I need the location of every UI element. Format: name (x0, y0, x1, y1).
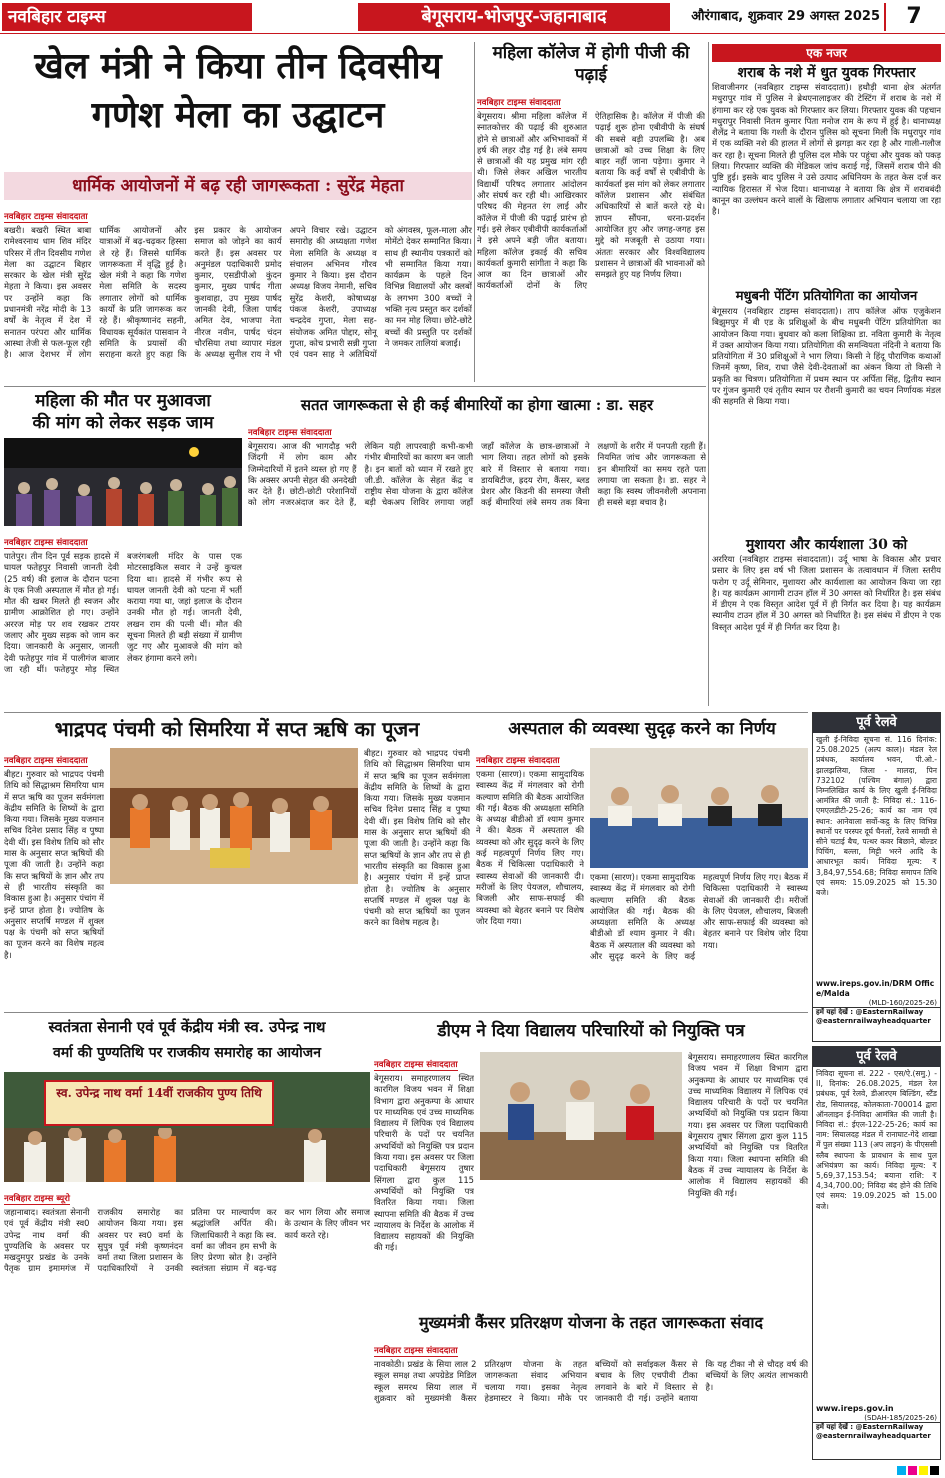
print-mark-yellow (919, 1466, 928, 1475)
puja-photo (110, 748, 358, 884)
memorial-crowd (4, 1128, 370, 1182)
college-title: महिला कॉलेज में होगी पीजी की पढ़ाई (492, 43, 690, 85)
health-title: सतत जागरूकता से ही कई बीमारियों का होगा खात्मा : डा. सहर (300, 396, 654, 414)
lead-article (4, 204, 472, 384)
rail2-web[interactable]: www.ireps.gov.in (816, 1404, 894, 1413)
memorial-banner: स्व. उपेन्द्र नाथ वर्मा 14वीं राजकीय पुण्य तिथि (44, 1080, 274, 1126)
sapt-title: भाद्रपद पंचमी को सिमरिया में सप्त ऋषि का पूजन (54, 717, 420, 741)
sidebar-story-mushaira (712, 536, 941, 708)
cancer-body: नावकोठी। प्रखंड के सिया लाल 2 स्कूल समक्ष तथा अपग्रेडेड मिडिल स्कूल समरथ सिया लाल में शुक्रवार को मुख्यमंत्री कैंसर प्रतिरक्षण योजना के तहत जागरूकता संवाद अभियान चलाया गया। इसका नेतृत्व हेडमास्टर ने किया। मौके पर बच्चियों को सर्वाइकल कैंसर से बचाव के लिए एचपीवी टीका लगवाने के बारे में विस्तार से जानकारी दी गई। उन्होंने बताया कि यह टीका नौ से चौदह वर्ष की बच्चियों के लिए अत्यंत लाभकारी है। (374, 1359, 808, 1403)
hospital-story (476, 714, 808, 1010)
hospital-body-more: एकमा (सारण)। एकमा सामुदायिक स्वास्थ्य केंद्र में मंगलवार को रोगी कल्याण समिति की बैठक आयोजित की गई। बैठक की अध्यक्षता समिति के अध्यक्ष बीडीओ डॉ श्याम कुमार ने की। बैठक में अस्पताल की व्यवस्था को और सुदृढ़ करने के लिए कई महत्वपूर्ण निर्णय लिए गए। बैठक में चिकित्सा पदाधिकारी ने स्वास्थ्य सेवाओं की जानकारी दी। मरीजों के लिए पेयजल, शौचालय, बिजली और साफ-सफाई की व्यवस्था को बेहतर बनाने पर विशेष जोर दिया गया। (590, 872, 808, 962)
sapt-body: बीहट। गुरुवार को भाद्रपद पंचमी तिथि को सिद्धाश्रम सिमरिया धाम में सप्त ऋषि का पूजन सर्वमंगला केंद्रीय समिति के शिष्यों के द्वारा किया गया। जिसके मुख्य यजमान सचिव दिनेश प्रसाद सिंह व पुष्पा देवी थीं। इस विशेष तिथि को सौर मास के अनुसार सप्त ऋषियों की पूजा की जाती है। उन्होंने कहा कि सप्त ऋषियों के ज्ञान और तप से ही भारतीय संस्कृति का विकास हुआ है। अनुसार पंचांग में इन्हें प्राप्त होता है। ज्योतिष के अनुसार सप्तर्षि मण्डल में शुक्ल पक्ष के पंचमी को सप्त ऋषियों का पूजन करने का विशेष महत्व है। (4, 769, 104, 960)
painting-title: मधुबनी पेंटिंग प्रतियोगिता का आयोजन (735, 289, 918, 304)
hospital-title: अस्पताल की व्यवस्था सुदृढ़ करने का निर्णय (508, 719, 776, 739)
rail-tender-1 (812, 712, 941, 1042)
cancer-title: मुख्यमंत्री कैंसर प्रतिरक्षण योजना के तहत जागरूकता संवाद (418, 1313, 764, 1332)
college-byline: नवबिहार टाइम्स संवाददाता (477, 98, 561, 108)
arrest-title: शराब के नशे में धुत युवक गिरफ्तार (737, 65, 916, 81)
sapt-body-more: बीहट। गुरुवार को भाद्रपद पंचमी तिथि को सिद्धाश्रम सिमरिया धाम में सप्त ऋषि का पूजन सर्वमंगला केंद्रीय समिति के शिष्यों के द्वारा किया गया। जिसके मुख्य यजमान सचिव दिनेश प्रसाद सिंह व पुष्पा देवी थीं। इस विशेष तिथि को सौर मास के अनुसार सप्त ऋषियों की पूजा की जाती है। उन्होंने कहा कि सप्त ऋषियों के ज्ञान और तप से ही भारतीय संस्कृति का विकास हुआ है। अनुसार पंचांग में इन्हें प्राप्त होता है। ज्योतिष के अनुसार सप्तर्षि मण्डल में शुक्ल पक्ष के पंचमी को सप्त ऋषियों का पूजन करने का विशेष महत्व है। (364, 748, 470, 928)
rail1-social[interactable]: हमें यहां देखें : @EasternRailway @easternrailwayheadquarter (813, 1007, 940, 1026)
newspaper-brand: नवबिहार टाइम्स (2, 3, 252, 31)
masthead (0, 0, 945, 34)
painting-body: बेगूसराय (नवबिहार टाइम्स संवाददाता)। ताप कॉलेज ऑफ एजुकेशन बिझुमपुर में बी एड के प्रशिक्षुओं के बीच मधुबनी पेंटिंग प्रतियोगिता का आयोजन किया गया। बुधवार को कला शिक्षिका डा. नविता कुमारी के नेतृत्व में उक्त आयोजन किया गया। प्रतियोगिता की समन्वियता नंदिनी ने बताया कि प्रतियोगिता में 30 प्रशिक्षुओं ने भाग लिया। किसी ने हिंदू पौराणिक कथाओं जिनमें कृष्ण, शिव, राधा जैसे देवी-देवताओं का अंकन किया तो किसी ने प्रकृति का चित्रण। प्रतियोगिता में प्रथम स्थान पर अर्पिता सिंह, द्वितीय स्थान पर गुंजन कुमारी एवं तृतीय स्थान पर रौशनी कुमारी का चयन निर्णायक मंडल की सहमति से किया गया। (712, 306, 941, 407)
hospital-byline: नवबिहार टाइम्स संवाददाता (476, 756, 560, 766)
rail2-social[interactable]: हमें यहां देखें : @EasternRailway @easternrailwayheadquarter (813, 1422, 940, 1441)
print-mark-cyan (897, 1466, 906, 1475)
print-mark-magenta (908, 1466, 917, 1475)
dm-byline: नवबिहार टाइम्स संवाददाता (374, 1060, 458, 1070)
mushaira-body: अररिया (नवबिहार टाइम्स संवाददाता)। उर्दू भाषा के विकास और प्रचार प्रसार के लिए इस वर्ष भी जिला प्रशासन के तत्वावधान में जिला स्तरीय फरोग ए उर्दू सेमिनार, मुशायरा और कार्यशाला का आयोजन किया जा रहा है। यह कार्यक्रम आगामी टाउन हॉल में 30 अगस्त को निर्धारित है। इस संबंध में डीएम ने एक विस्तृत आदेश पूर्व में ही निर्गत कर दिया है। यह कार्यक्रम स्थानीय टाउन हॉल में 30 अगस्त को निर्धारित है। इस संबंध में डीएम ने एक विस्तृत आदेश पूर्व में ही निर्गत कर दिया है। (712, 554, 941, 632)
dm-title: डीएम ने दिया विद्यालय परिचारियों को नियुक्ति पत्र (437, 1021, 745, 1041)
sidebar-story-arrest (712, 64, 941, 282)
dm-photo (480, 1052, 682, 1180)
sapt-story (4, 714, 470, 1010)
woman-body: पातेपुर। तीन दिन पूर्व सड़क हादसे में घायल फतेहपुर निवासी जानती देवी (25 वर्ष) की इलाज के दौरान पटना के एक निजी अस्पताल में मौत हो गई। मौत की खबर मिलते ही स्वजन और ग्रामीण आक्रोशित हो गए। उन्होंने अररज मोड़ पर शव रखकर टायर जलाए और मुख्य सड़क को जाम कर दिया। जानकारी के अनुसार, जानती देवी फतेहपुर गांव में पालीगंज बाजार जा रही थीं। फतेहपुर मोड़ स्थित बजरंगबली मंदिर के पास एक मोटरसाइकिल सवार ने उन्हें कुचल दिया था। हादसे में गंभीर रूप से घायल जानती देवी को पटना में भर्ती कराया गया था, जहां इलाज के दौरान उनकी मौत हो गई। जानती देवी, लखन राम की पत्नी थीं। मौत की सूचना मिलते ही बड़ी संख्या में ग्रामीण जुट गए और मुआवजे की मांग को लेकर हंगामा करने लगे। (4, 551, 242, 674)
sidebar-head: एक नजर (712, 44, 941, 62)
cancer-byline: नवबिहार टाइम्स संवाददाता (374, 1346, 458, 1356)
lead-body: बखरी। बखरी स्थित बाबा रामेश्वरनाथ धाम शिव मंदिर परिसर में तीन दिवसीय गणेश मेला का उद्घाटन बिहार सरकार के खेल मंत्री सुरेंद्र मेहता ने किया। इस अवसर पर उन्होंने कहा कि प्रधानमंत्री नरेंद्र मोदी के 13 वर्षों के नेतृत्व में देश में सनातन परंपरा और धार्मिक आस्था तेजी से फल-फूल रही है। आज देशभर में लोग धार्मिक आयोजनों और यात्राओं में बढ़-चढ़कर हिस्सा ले रहे हैं। जिससे धार्मिक जागरूकता में वृद्धि हुई है। खेल मंत्री ने कहा कि गणेश मेला समिति के सदस्य लगातार लोगों को धार्मिक कार्यों के प्रति जागरूक कर रहे हैं। श्रीकृष्णानंद सहनी, विधायक सूर्यकांत पासवान ने समिति के प्रयासों की सराहना करते हुए कहा कि इस प्रकार के आयोजन समाज को जोड़ने का कार्य करते हैं। इस अवसर पर अनुमंडल पदाधिकारी प्रमोद कुमार, एसडीपीओ कुंदन कुमार, मुख्य पार्षद गीता कुशवाहा, उप मुख्य पार्षद जानकी देवी, जिला पार्षद अमित देव, भाजपा नेता नीरज नवीन, पार्षद चंदन चौरसिया तथा व्यापार मंडल के अध्यक्ष सुनील राय ने भी अपने विचार रखे। उद्घाटन समारोह की अध्यक्षता गणेश मेला समिति के अध्यक्ष व संचालन अभिनव गौरव कुमार ने किया। इस दौरान अध्यक्ष विजय नेमानी, सचिव सुरेंद्र केशरी, कोषाध्यक्ष पंकज केशरी, उपाध्यक्ष चन्द्रदेव गुप्ता, मेला सह-संयोजक अमित पोद्दार, सोनू गुप्ता, कोच प्रभारी सन्नी गुप्ता एवं पवन साह ने अतिथियों को अंगवस्त्र, फूल-माला और मोमेंटो देकर सम्मानित किया। साथ ही स्थानीय पत्रकारों को भी सम्मानित किया गया। कार्यक्रम के पहले दिन विभिन्न विद्यालयों और क्लबों के लगभग 300 बच्चों ने भक्ति नृत्य प्रस्तुत कर दर्शकों का मन मोह लिया। छोटे-छोटे बच्चों की प्रस्तुति पर दर्शकों ने जमकर तालियां बजाईं। (4, 225, 472, 360)
meeting-photo (590, 748, 808, 868)
section-rule-3 (4, 1012, 808, 1013)
cancer-story (374, 1308, 808, 1474)
health-byline: नवबिहार टाइम्स संवाददाता (248, 428, 332, 438)
lead-title-line1: खेल मंत्री ने किया तीन दिवसीय (34, 45, 442, 87)
lead-kicker: धार्मिक आयोजनों में बढ़ रही जागरूकता : सुरेंद्र मेहता (4, 172, 472, 200)
column-divider (474, 42, 475, 382)
print-mark-black (930, 1466, 939, 1475)
freedom-title-line2: वर्मा की पुण्यतिथि पर राजकीय समारोह का आयोजन (53, 1045, 321, 1061)
woman-title-line1: महिला की मौत पर मुआवजा (35, 391, 211, 411)
rail2-head: पूर्व रेलवे (813, 1047, 940, 1067)
woman-story (4, 390, 242, 712)
section-rule (4, 386, 706, 387)
memorial-photo (4, 1072, 370, 1182)
lead-byline: नवबिहार टाइम्स संवाददाता (4, 212, 88, 222)
masthead-rule (0, 33, 945, 34)
dm-article (374, 1052, 474, 1306)
sapt-article-left (4, 748, 104, 1010)
protest-photo (4, 438, 242, 526)
edition-date: औरंगाबाद, शुक्रवार 29 अगस्त 2025 (691, 9, 880, 24)
freedom-article (4, 1186, 370, 1474)
edition-city-band: बेगूसराय-भोजपुर-जहानाबाद (358, 3, 670, 31)
rail1-head: पूर्व रेलवे (813, 713, 940, 733)
hospital-body: एकमा (सारण)। एकमा सामुदायिक स्वास्थ्य केंद्र में मंगलवार को रोगी कल्याण समिति की बैठक आयोजित की गई। बैठक की अध्यक्षता समिति के अध्यक्ष बीडीओ डॉ श्याम कुमार ने की। बैठक में अस्पताल की व्यवस्था को और सुदृढ़ करने के लिए कई महत्वपूर्ण निर्णय लिए गए। बैठक में चिकित्सा पदाधिकारी ने स्वास्थ्य सेवाओं की जानकारी दी। मरीजों के लिए पेयजल, शौचालय, बिजली और साफ-सफाई की व्यवस्था को बेहतर बनाने पर विशेष जोर दिया गया। (476, 769, 584, 926)
rail2-code: (SDAH-185/2025-26) (864, 1414, 937, 1422)
sidebar-story-painting (712, 288, 941, 530)
hospital-article (476, 748, 584, 1010)
health-body: बेगूसराय। आज की भागदौड़ भरी जिंदगी में लोग काम और जिम्मेदारियों में इतने व्यस्त हो गए हैं कि अक्सर अपनी सेहत की अनदेखी कर देते हैं। छोटी-छोटी परेशानियों को लोग नजरअंदाज कर देते हैं, लेकिन यही लापरवाही कभी-कभी गंभीर बीमारियों का कारण बन जाती है। इन बातों को ध्यान में रखते हुए जी.डी. कॉलेज के सेहत केंद्र व राष्ट्रीय सेवा योजना के द्वारा कॉलेज बड़ी चेकअप शिविर लगाया जहाँ जहाँ कॉलेज के छात्र-छात्राओं ने भाग लिया। तहत लोगों को इसके बारे में विस्तार से बताया गया। डायबिटीज, ह्रदय रोग, कैंसर, ब्लड प्रेशर और किडनी की समस्या जैसी कई बीमारियां लंबे समय तक बिना लक्षणों के शरीर में पनपती रहती हैं। नियमित जांच और जागरूकता से इन बीमारियों का समय रहते पता लगाया जा सकता है। डा. सहर ने कहा कि स्वस्थ जीवनशैली अपनाना ही सबसे बड़ा बचाव है। (248, 441, 706, 508)
woman-byline: नवबिहार टाइम्स संवाददाता (4, 538, 88, 548)
rail2-body: निविदा सूचना सं. 222 - एस/ऐ.(समु.) - II, दिनांक: 26.08.2025, मंडल रेल प्रबंधक, पूर्व रेलवे, डीआरएम बिल्डिंग, स्टैंड रोड, सियालदह, कोलकाता-700014 द्वारा ऑनलाइन ई-निविदा आमंत्रित की जाती है। निविदा सं.: ईएल-122-25-26; कार्य का नाम: सियालदह मंडल में रानाघाट-गेदे शाखा में पुल संख्या 113 (अप लाइन) के पीएससी स्लैब स्थापना के प्रावधान के साथ पुल अभियंत्रण का कार्य। निविदा मूल्य: ₹ 5,69,37,153.54; बयाना राशि: ₹ 4,34,700.00; निविदा बंद होने की तिथि एवं समय: 19.09.2025 को 15.00 बजे। (816, 1069, 937, 1211)
freedom-byline: नवबिहार टाइम्स ब्यूरो (4, 1194, 70, 1204)
dm-story (374, 1014, 808, 1306)
freedom-story (4, 1014, 370, 1474)
rail1-web[interactable]: www.ireps.gov.in/DRM Office/Malda (816, 979, 935, 998)
sapt-byline: नवबिहार टाइम्स संवाददाता (4, 756, 88, 766)
rail1-code: (MLD-160/2025-26) (868, 999, 937, 1007)
mushaira-title: मुशायरा और कार्यशाला 30 को (745, 537, 908, 553)
college-body: बेगूसराय। श्रीमा महिला कॉलेज में स्नातकोत्तर की पढ़ाई की शुरुआत होने से छात्राओं और अभिभावकों में हर्ष की लहर दौड़ गई है। लंबे समय से छात्राओं की यह प्रमुख मांग रही थी। जिसे लेकर अखिल भारतीय विद्यार्थी परिषद लगातार आंदोलन और संघर्ष कर रही थी। आखिरकार परिषद की मेहनत रंग लाई और कॉलेज में पीजी की पढ़ाई प्रारंभ हो गई। इसे लेकर एबीवीपी कार्यकर्ताओं ने इसे अपने बड़ी जीत बताया। महिला कॉलेज इकाई की सचिव कार्यकर्ता कुमारी सांगीता ने कहा कि आज का दिन छात्राओं और कार्यकर्ताओं दोनों के लिए ऐतिहासिक है। कॉलेज में पीजी की पढ़ाई शुरू होना एबीवीपी के संघर्ष की सबसे बड़ी उपलब्धि है। अब छात्राओं को उच्च शिक्षा के लिए बाहर नहीं जाना पड़ेगा। कुमार ने बताया कि कई वर्षों से एबीवीपी के कार्यकर्ता इस मांग को लेकर लगातार कॉलेज प्रशासन और संबंधित अधिकारियों से बातें करते रहे थे। ज्ञापन सौंपना, धरना-प्रदर्शन आयोजित हुए और जगह-जगह इस मुद्दे को मजबूती से उठाया गया। अंततः सरकार और विश्वविद्यालय प्रशासन ने छात्राओं की भावनाओं को समझते हुए यह निर्णय लिया। (477, 111, 705, 291)
woman-article (4, 530, 242, 712)
lead-title-block (4, 42, 472, 188)
dm-body: बेगूसराय। समाहरणालय स्थित कारगिल विजय भवन में शिक्षा विभाग द्वारा अनुकम्पा के आधार पर माध्यमिक एवं उच्च माध्यमिक विद्यालय में लिपिक एवं विद्यालय परिचारी के पदों पर चयनित अभ्यर्थियों को नियुक्ति पत्र प्रदान किया गया। इस अवसर पर जिला पदाधिकारी बेगूसराय तुषार सिंगला द्वारा कुल 115 अभ्यर्थियों को नियुक्ति पत्र वितरित किया गया। जिला स्थापना समिति की बैठक में उच्च न्यायालय के निर्देश के आलोक में विद्यालय सहायकों की नियुक्ति की गई। (374, 1073, 474, 1253)
section-rule-2 (4, 712, 808, 713)
sidebar-divider (708, 42, 709, 706)
woman-title-line2: की मांग को लेकर सड़क जाम (32, 413, 214, 433)
page-number: 7 (884, 3, 942, 31)
dm-body-more: बेगूसराय। समाहरणालय स्थित कारगिल विजय भवन में शिक्षा विभाग द्वारा अनुकम्पा के आधार पर माध्यमिक एवं उच्च माध्यमिक विद्यालय में लिपिक एवं विद्यालय परिचारी के पदों पर चयनित अभ्यर्थियों को नियुक्ति पत्र प्रदान किया गया। इस अवसर पर जिला पदाधिकारी बेगूसराय तुषार सिंगला द्वारा कुल 115 अभ्यर्थियों को नियुक्ति पत्र वितरित किया गया। जिला स्थापना समिति की बैठक में उच्च न्यायालय के निर्देश के आलोक में विद्यालय सहायकों की नियुक्ति की गई। (688, 1052, 808, 1198)
college-story (477, 42, 705, 384)
health-story (248, 390, 706, 712)
arrest-body: शिवाजीनगर (नवबिहार टाइम्स संवाददाता)। हथौड़ी थाना क्षेत्र अंतर्गत मधुरापुर गांव में पुलिस ने ब्रेथएनालाइजर की टेस्टिंग में शराब के नशे में हंगामा कर रहे एक युवक को गिरफ्तार कर लिया। गिरफ्तार युवक की पहचान मधुरापुर निवासी नितम कुमार पिता मनोज राम के रूप में हुई है। थानाध्यक्ष शैलेंद्र ने बताया कि गश्ती के दौरान पुलिस को सूचना मिली कि मधुरापुर गांव में एक व्यक्ति नशे की हालत में लोगों से झगड़ा कर रहा है और गाली-गलौज कर रहा है। सूचना मिलते ही पुलिस दल मौके पर पहुंचा और युवक को पकड़ लिया। गिरफ्तार व्यक्ति की मेडिकल जांच कराई गई, जिसमें शराब पीने की पुष्टि हुई। इसके बाद पुलिस ने उसे उत्पाद अधिनियम के तहत केस दर्ज कर न्यायिक हिरासत में भेज दिया। थानाध्यक्ष ने बताया कि क्षेत्र में शराबबंदी कानून का उल्लंघन करने वालों के खिलाफ लगातार अभियान चलाया जा रहा है। (712, 82, 941, 217)
lead-title-line2: गणेश मेला का उद्घाटन (91, 94, 385, 136)
freedom-body: जहानाबाद। स्वतंत्रता सेनानी एवं पूर्व केंद्रीय मंत्री स्व0 उपेन्द्र नाथ वर्मा की पुण्यतिथि के अवसर पर मखदुमपुर प्रखंड के उनके पैतृक ग्राम इमामगंज में राजकीय समारोह का आयोजन किया गया। इस अवसर पर स्व0 वर्मा के सुपुत्र पूर्व मंत्री कृष्णनंदन वर्मा तथा जिला प्रशासन के पदाधिकारियों ने उनकी प्रतिमा पर माल्यार्पण कर श्रद्धांजलि अर्पित की। जिलाधिकारी ने कहा कि स्व. वर्मा का जीवन हम सभी के लिए प्रेरणा स्रोत है। उन्होंने स्वतंत्रता संग्राम में बढ़-चढ़ कर भाग लिया और समाज के उत्थान के लिए जीवन भर कार्य करते रहे। (4, 1207, 370, 1274)
freedom-title-line1: स्वतंत्रता सेनानी एवं पूर्व केंद्रीय मंत्री स्व. उपेन्द्र नाथ (48, 1018, 326, 1036)
rail1-body: खुली ई-निविदा सूचना सं. 116 दिनांक: 25.08.2025 (अल्प काल)। मंडल रेल प्रबंधक, कार्यालय भवन, पी.ओ.-झालझलिया, जिला - मालदा, पिन 732102 (पश्चिम बंगाल) द्वारा निम्नलिखित कार्य के लिए खुली ई-निविदा आमंत्रित की जाती है: निविदा सं.: 116-एमएलडीटी-25-26; कार्य का नाम एवं स्थान: आनेवाला सर्वो-कट्ठ के लिए विभिन्न स्थानों पर परस्पर दूर्घ चैनलों, रेलवे सामग्री से सीने चटाई बैच, पत्थर कवर बिछाने, बोल्डर पिचिंग, बल्ला, मिट्टी भरने आदि के आधारभूत कार्य। निविदा मूल्य: ₹ 3,84,97,554.68; निविदा समापन तिथि एवं समय: 15.09.2025 को 15.30 बजे। (816, 735, 937, 898)
rail-tender-2 (812, 1046, 941, 1460)
